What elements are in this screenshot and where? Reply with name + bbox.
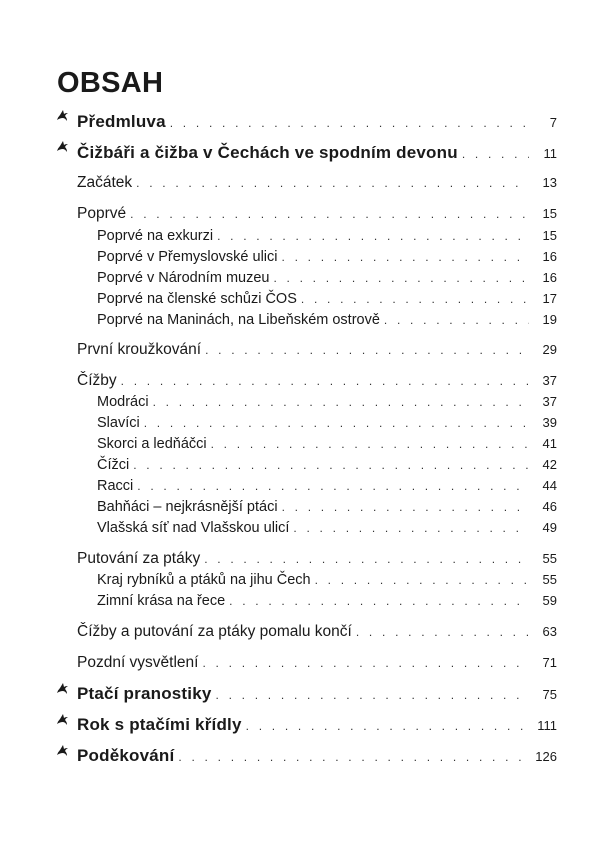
toc-entry-page: 49 [542,520,557,535]
toc-entry-title: Čížby a putování za ptáky pomalu končí [77,623,352,640]
toc-entry-page: 16 [542,270,557,285]
toc-entry[interactable] [0,684,616,704]
toc-entry[interactable] [0,623,616,641]
toc-entry-page: 19 [542,312,557,327]
toc-entry-title: Rok s ptačími křídly [77,715,242,734]
dot-leader [153,395,529,409]
page-title: OBSAH [57,67,164,99]
toc-entry-page: 55 [542,572,557,587]
dot-leader [293,521,529,535]
toc-entry-title: První kroužkování [77,341,202,358]
toc-entry[interactable] [0,174,616,192]
toc-entry-title: Poprvé v Přemyslovské ulici [97,249,278,265]
dot-leader [462,147,529,161]
toc-entry-page: 44 [542,478,557,493]
dot-leader [178,750,529,764]
toc-entry-page: 55 [542,551,557,566]
toc-entry-page: 7 [549,115,557,130]
toc-entry[interactable] [0,112,616,132]
toc-entry[interactable] [0,205,616,223]
toc-entry-title: Pozdní vysvětlení [77,654,199,671]
toc-entry-page: 13 [542,175,557,190]
toc-entry[interactable] [0,593,616,609]
dot-leader [315,573,529,587]
toc-entry[interactable] [0,499,616,515]
toc-entry[interactable] [0,715,616,735]
toc-entry-title: Čížci [97,457,130,473]
toc-entry-title: Ptačí pranostiky [77,684,212,703]
dot-leader [204,552,529,566]
toc-entry[interactable] [0,291,616,307]
toc-entry[interactable] [0,654,616,672]
toc-entry-title: Modráci [97,394,149,410]
toc-entry[interactable] [0,550,616,568]
toc-entry-page: 15 [542,206,557,221]
toc-entry[interactable] [0,228,616,244]
toc-entry-page: 37 [542,373,557,388]
toc-entry-title: Skorci a ledňáčci [97,436,207,452]
toc-entry-page: 111 [537,718,557,733]
toc-entry-page: 37 [542,394,557,409]
toc-entry-page: 11 [543,146,557,161]
dot-leader [246,719,529,733]
toc-entry[interactable] [0,394,616,410]
dot-leader [301,292,529,306]
toc-entry-title: Slavíci [97,415,140,431]
dot-leader [144,416,529,430]
toc-entry[interactable] [0,572,616,588]
dot-leader [384,313,529,327]
toc-entry-page: 15 [542,228,557,243]
toc-entry-page: 29 [542,342,557,357]
toc-entry-title: Putování za ptáky [77,550,201,567]
toc-entry-title: Poprvé v Národním muzeu [97,270,270,286]
toc-entry-title: Poprvé na členské schůzi ČOS [97,291,297,307]
toc-entry-title: Kraj rybníků a ptáků na jihu Čech [97,572,311,588]
dot-leader [121,374,529,388]
dot-leader [282,500,529,514]
dot-leader [202,656,529,670]
toc-entry-page: 16 [542,249,557,264]
toc-entry[interactable] [0,143,616,163]
dot-leader [136,176,529,190]
toc-entry-page: 75 [542,687,557,702]
toc-entry-page: 42 [542,457,557,472]
dot-leader [217,229,529,243]
toc-entry[interactable] [0,341,616,359]
dot-leader [229,594,529,608]
toc-entry-title: Bahňáci – nejkrásnější ptáci [97,499,278,515]
toc-entry-page: 41 [542,436,557,451]
toc-entry-page: 59 [542,593,557,608]
dot-leader [205,343,529,357]
toc-entry[interactable] [0,478,616,494]
toc-entry-page: 17 [542,291,557,306]
toc-entry-title: Vlašská síť nad Vlašskou ulicí [97,520,290,536]
toc-entry[interactable] [0,312,616,328]
toc-entry[interactable] [0,249,616,265]
toc-entry[interactable] [0,746,616,766]
toc-entry[interactable] [0,415,616,431]
dot-leader [211,437,529,451]
dot-leader [282,250,530,264]
toc-entry-title: Poprvé na Maninách, na Libeňském ostrově [97,312,380,328]
toc-entry-title: Začátek [77,174,133,191]
toc-entry[interactable] [0,436,616,452]
toc-entry-page: 71 [542,655,557,670]
toc-entry-title: Poprvé [77,205,127,222]
toc-entry-title: Čížby [77,372,117,389]
toc-entry[interactable] [0,372,616,390]
dot-leader [137,479,529,493]
toc-entry-title: Poděkování [77,746,175,765]
dot-leader [216,688,529,702]
toc-entry-title: Poprvé na exkurzi [97,228,214,244]
dot-leader [130,207,529,221]
toc-entry-title: Předmluva [77,112,166,131]
toc-entry-page: 39 [542,415,557,430]
dot-leader [133,458,529,472]
dot-leader [273,271,529,285]
dot-leader [356,625,529,639]
toc-entry[interactable] [0,520,616,536]
toc-entry-title: Zimní krása na řece [97,593,226,609]
toc-entry-page: 46 [542,499,557,514]
toc-entry-title: Čižbáři a čižba v Čechách ve spodním devonu [77,143,458,162]
toc-entry-page: 63 [542,624,557,639]
toc-entry-title: Racci [97,478,134,494]
toc-entry-page: 126 [535,749,557,764]
toc-entry[interactable] [0,270,616,286]
dot-leader [170,116,529,130]
toc-entry[interactable] [0,457,616,473]
